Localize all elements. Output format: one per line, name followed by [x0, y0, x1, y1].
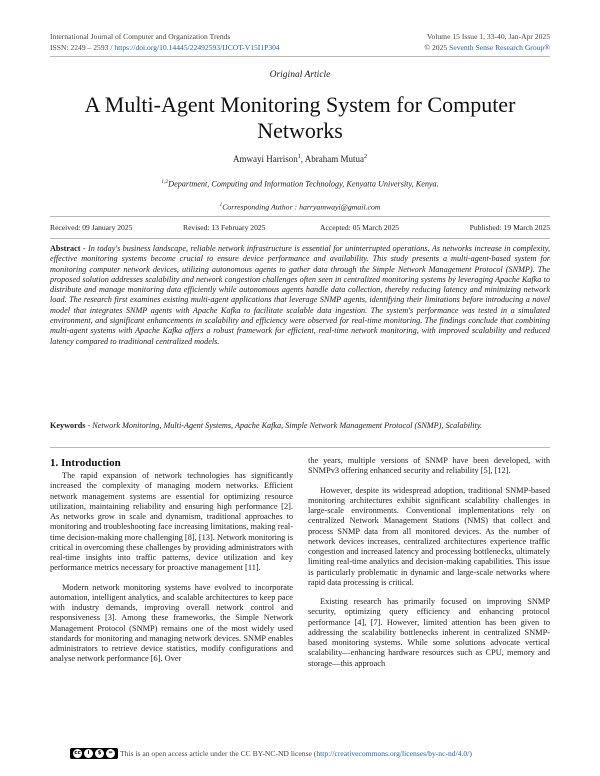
journal-name: International Journal of Computer and Organization Trends [50, 32, 231, 41]
left-paragraph-1: The rapid expansion of network technologies has significantly increased the complexity of managing modern networks. Efficient network management systems are essential for optimizing resource utilization, maintaining reliability and ensuring high performance [2]. As networks grow in scale and dynamism, traditional approaches to monitoring and troubleshooting face increasing limitations, making real-time decision-making more challenging [8], [13]. Network monitoring is critical in overcoming these challenges by providing administrators with real-time insights into traffic patterns, device utilization and key performance metrics necessary for proactive management [11]. [50, 471, 293, 573]
publisher-name: Seventh Sense Research Group® [449, 43, 550, 52]
left-paragraph-2: Modern network monitoring systems have evolved to incorporate automation, intelligent analytics, and scalable architectures to keep pace with industry demands, improving overall network control and responsiveness [3]. Among these frameworks, the Simple Network Management Protocol (SNMP) remains one of the most widely used standards for monitoring and managing network devices. SNMP enables administrators to retrieve device statistics, modify configurations and analyse network performance [6]. Over [50, 582, 293, 664]
issn-text: ISSN: 2249 – 2593 / [50, 43, 115, 52]
author-2-sup: 2 [364, 154, 367, 160]
license-footer [70, 748, 472, 759]
dates-top-rule [50, 216, 550, 217]
received-date: Received: 09 January 2025 [50, 223, 133, 232]
issn-line [50, 43, 280, 53]
right-paragraph-1: the years, multiple versions of SNMP have been developed, with SNMPv3 offering enhanced security and reliability [5], [12]. [308, 456, 550, 476]
author-2: Abraham Mutua [304, 154, 364, 164]
keywords-label: Keywords [50, 421, 86, 430]
abstract-label: Abstract [50, 244, 81, 253]
corresponding-author [50, 202, 550, 212]
nc-icon: $ [95, 749, 104, 758]
author-1-sup: 1 [297, 154, 301, 160]
author-1: Amwayi Harrison [233, 154, 298, 164]
authors [50, 154, 550, 164]
section-heading: 1. Introduction [50, 457, 121, 469]
article-type: Original Article [269, 70, 331, 80]
affiliation-sup: 1,2 [161, 179, 169, 185]
page-title: A Multi-Agent Monitoring System for Computer Networks [84, 92, 516, 143]
left-column [50, 471, 293, 665]
right-paragraph-2: However, despite its widespread adoption, traditional SNMP-based monitoring architectures exhibit significant scalability challenges in large-scale environments. Conventional implementations rely on centralized Network Management Stations (NMS) that collect and process SNMP data from all monitored devices. As the number of network devices increases, centralized architectures experience traffic congestion and increased latency and processing bottlenecks, ultimately limiting real-time analytics and decision-making capabilities. This issue is particularly problematic in dynamic and large-scale networks where rapid data processing is critical. [308, 485, 550, 587]
right-column [308, 456, 550, 669]
abstract [50, 244, 550, 347]
published-date: Published: 19 March 2025 [469, 223, 550, 232]
accepted-date: Accepted: 05 March 2025 [320, 223, 400, 232]
copyright-line [424, 43, 550, 53]
abstract-text: - In today's business landscape, reliable network infrastructure is essential for uninterrupted operations. As networks increase in complexity, effective monitoring systems become crucial to ensure device performance and availability. This study presents a multi-agent-based system for monitoring computer network devices, utilizing autonomous agents to gather data through the Simple Network Management Protocol (SNMP). The proposed solution addresses scalability and network congestion challenges often seen in centralized monitoring systems by leveraging Apache Kafka to distribute and manage monitoring data efficiently while autonomous agents handle data collection, thereby reducing latency and minimizing network load. The research first examines existing multi-agent applications that leverage SNMP agents, identifying their limitations before introducing a novel model that integrates SNMP agents with Apache Kafka to facilitate scalable data ingestion. The system's performance was tested in a simulated environment, and significant enhancements in scalability and efficiency were observed for real-time monitoring. The findings conclude that combining multi-agent systems with Apache Kafka offers a robust framework for efficient, real-time network monitoring, with improved scalability and reduced latency compared to traditional centralized models. [50, 244, 550, 346]
doi-link[interactable]: https://doi.org/10.14445/22492593/IJCOT-V15I1P304 [114, 43, 280, 52]
affiliation-text: Department, Computing and Information Technology, Kenyatta University, Kenya. [168, 179, 439, 189]
keywords [50, 421, 550, 431]
license-text: This is an open access article under the CC BY-NC-ND license ( [120, 749, 317, 758]
cc-icon: cc [74, 750, 81, 756]
copyright-text: © 2025 [424, 43, 450, 52]
by-icon: i [84, 749, 93, 758]
nd-icon: = [106, 749, 115, 758]
affiliation [50, 179, 550, 189]
keywords-text: - Network Monitoring, Multi-Agent Systems, Apache Kafka, Simple Network Management Protocol (SNMP), Scalability. [85, 421, 483, 430]
corresponding-sup: 1 [219, 202, 223, 208]
right-paragraph-3: Existing research has primarily focused on improving SNMP security, optimizing query efficiency and enhancing protocol performance [4], [7]. However, limited attention has been given to addressing the scalability bottlenecks inherent in centralized SNMP-based monitoring systems. While some solutions advocate vertical scalability—enhancing hardware resources such as CPU, memory and storage—this approach [308, 597, 550, 668]
dates-bottom-rule [50, 238, 550, 239]
cc-license-badge[interactable] [70, 748, 118, 759]
license-close: ) [469, 749, 472, 758]
volume-info: Volume 15 Issue 1, 33-40, Jan-Apr 2025 [426, 32, 550, 41]
keywords-rule [50, 447, 550, 448]
author-sep: , [300, 154, 305, 164]
header-rule [50, 56, 550, 57]
license-link[interactable]: http://creativecommons.org/licenses/by-nc-nd/4.0/ [316, 749, 470, 758]
corresponding-text: Corresponding Author : harryamwayi@gmail.com [222, 202, 381, 212]
revised-date: Revised: 13 February 2025 [183, 223, 266, 232]
